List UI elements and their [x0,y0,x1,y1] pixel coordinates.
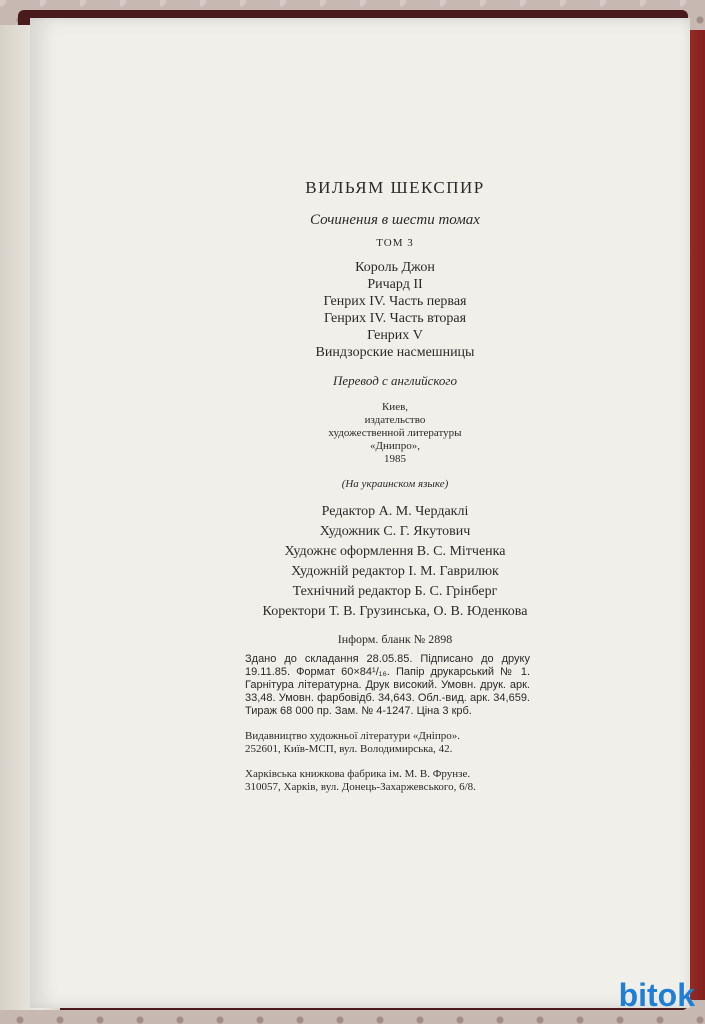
credit-line: Редактор А. М. Чердаклі [321,504,469,519]
credit-line: Коректори Т. В. Грузинська, О. В. Юденкова [262,604,528,619]
language-note: (На украинском языке) [341,478,449,490]
credit-line: Художник С. Г. Якутович [319,524,471,539]
title-page-content [230,178,560,794]
inform-number: Інформ. бланк № 2898 [337,632,453,646]
publisher-line: 252601, Київ-МСП, вул. Володимирська, 42. [245,743,453,755]
print-info: Здано до складання 28.05.85. Підписано до друку 19.11.85. Формат 60×84¹/₁₆. Папір друкарський № 1. Гарнітура літературна. Друк високий. Умовн. друк. арк. 33,48. Умовн. фарбовідб. 34,643. Обл.-вид. арк. 34,659. Тираж 68 000 пр. Зам. № 4-1247. Ціна 3 крб. [245,653,530,717]
printer-info [245,768,545,794]
series-title: Сочинения в шести томах [310,212,480,228]
work-title: Ричард II [367,277,423,292]
credit-line: Художній редактор І. М. Гаврилюк [291,564,499,579]
imprint-line: 1985 [384,453,406,465]
publisher-info [245,730,545,756]
imprint-line: Киев, [381,401,409,413]
work-title: Виндзорские насмешницы [315,345,475,360]
credits-list [210,502,580,622]
works-list [230,259,560,361]
work-title: Генрих V [367,328,423,343]
work-title: Генрих IV. Часть вторая [323,311,467,326]
translation-note: Перевод с английского [332,373,458,388]
book-page [30,18,690,1008]
site-watermark-logo [619,977,695,1014]
imprint-line: «Днипро», [370,440,420,452]
imprint-line: издательство [364,414,426,426]
imprint [230,401,560,466]
author-name: ВИЛЬЯМ ШЕКСПИР [305,178,485,197]
imprint-line: художественной литературы [328,427,462,439]
credit-line: Художнє оформлення В. С. Мітченка [284,544,506,559]
work-title: Генрих IV. Часть первая [323,294,467,309]
printer-line: 310057, Харків, вул. Донець-Захаржевського, 6/8. [245,781,476,793]
credit-line: Технічний редактор Б. С. Грінберг [292,584,498,599]
work-title: Король Джон [355,260,435,275]
publisher-line: Видавництво художньої літератури «Дніпро». [245,730,460,742]
printer-line: Харківська книжкова фабрика ім. М. В. Фрунзе. [245,768,471,780]
watermark-text: bitok [618,977,695,1013]
volume-number: ТОМ 3 [376,237,414,249]
